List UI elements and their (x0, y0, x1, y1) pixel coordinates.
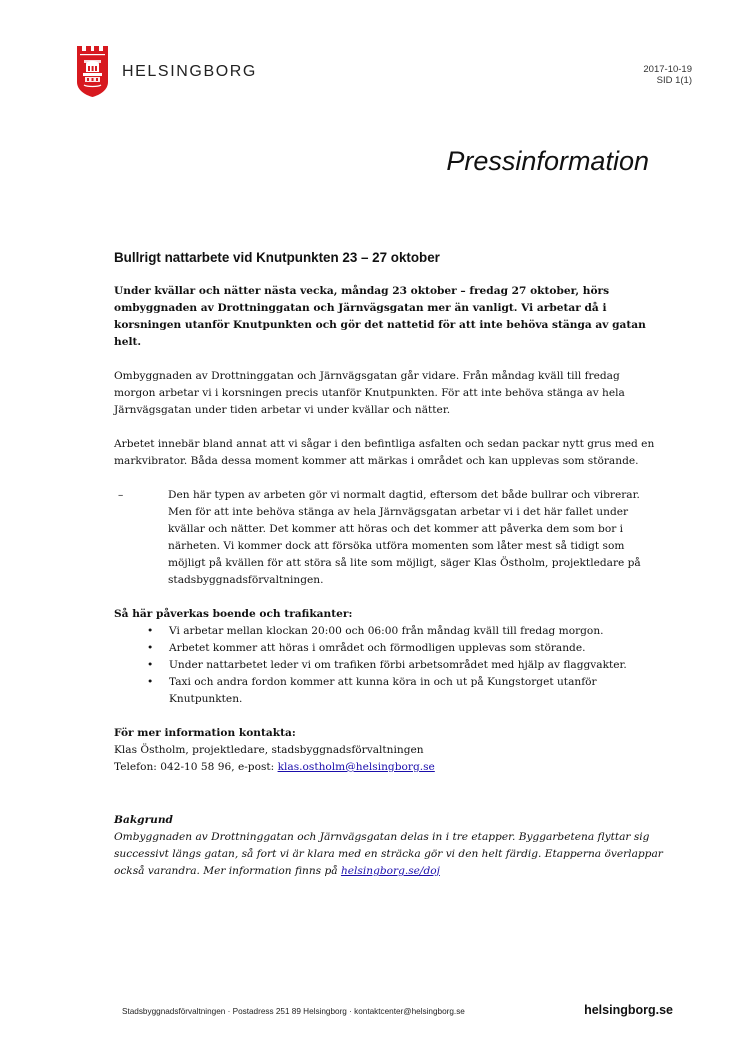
page-number: SID 1(1) (656, 75, 692, 86)
impact-list (114, 623, 664, 708)
document-date: 2017-10-19 (643, 64, 692, 75)
article-body (114, 249, 664, 880)
contact-phone: Telefon: 042-10 58 96, e-post: (114, 761, 278, 773)
list-item-text: Arbetet kommer att höras i området och förmodligen upplevas som störande. (169, 642, 586, 654)
footer-address: Stadsbyggnadsförvaltningen · Postadress 251 89 Helsingborg · kontaktcenter@helsingborg.se (122, 1007, 465, 1016)
list-item (114, 674, 664, 708)
list-item (114, 623, 664, 640)
document-meta (643, 64, 692, 86)
list-item-text: Taxi och andra fordon kommer att kunna köra in och ut på Kungstorget utanför Knutpunkten. (169, 676, 597, 705)
list-item (114, 657, 664, 674)
brand-name: HELSINGBORG (122, 63, 257, 80)
bullet-marker: • (147, 659, 154, 671)
bullet-marker: • (147, 676, 154, 688)
list-item-text: Vi arbetar mellan klockan 20:00 och 06:00 från måndag kväll till fredag morgon. (169, 625, 604, 637)
background-info-link[interactable]: helsingborg.se/doj (340, 865, 440, 877)
contact-email-link[interactable]: klas.ostholm@helsingborg.se (277, 761, 435, 773)
quote-text: Den här typen av arbeten gör vi normalt dagtid, eftersom det både bullrar och vibrerar. Men för att inte behöva stänga av hela Järnvägsgatan arbetar vi i det här fallet under kvällar och nätter. Det kommer att höras och det kommer att påverka dem som bor i närheten. Vi kommer dock att försöka utföra momenten som låter mest så tidigt som möjligt på kvällen för att störa så lite som möjligt, säger Klas Östholm, projektledare på stadsbyggnadsförvaltningen. (168, 489, 641, 586)
helsingborg-crest-logo (75, 44, 110, 98)
contact-name: Klas Östholm, projektledare, stadsbyggnadsförvaltningen (114, 744, 424, 756)
quote-dash-marker: – (118, 489, 124, 501)
list-item-text: Under nattarbetet leder vi om trafiken förbi arbetsområdet med hjälp av flaggvakter. (169, 659, 627, 671)
article-headline: Bullrigt nattarbete vid Knutpunkten 23 – 27 oktober (114, 250, 440, 265)
contact-heading: För mer information kontakta: (114, 727, 296, 739)
background-body: Ombyggnaden av Drottninggatan och Järnvägsgatan delas in i tre etapper. Byggarbetena flyttar sig successivt längs gatan, så fort vi är klara med en sträcka gör vi den helt färdig. Etapperna överlappar också varandra. Mer information finns på (114, 831, 663, 877)
article-paragraph-1: Ombyggnaden av Drottninggatan och Järnvägsgatan går vidare. Från måndag kväll till fredag morgon arbetar vi i korsningen precis utanför Knutpunkten. För att inte behöva stänga av hela Järnvägsgatan under tiden arbetar vi under kvällar och nätter. (114, 370, 625, 416)
background-heading: Bakgrund (114, 814, 173, 826)
article-paragraph-2: Arbetet innebär bland annat att vi sågar i den befintliga asfalten och sedan packar nytt grus med en markvibrator. Båda dessa moment kommer att märkas i området och kan upplevas som störande. (114, 438, 655, 467)
bullet-marker: • (147, 642, 154, 654)
article-quote (114, 487, 664, 589)
contact-phone-email (114, 759, 664, 776)
document-type-title: Pressinformation (446, 146, 649, 176)
footer-website: helsingborg.se (584, 1003, 673, 1017)
background-text (114, 829, 664, 880)
list-item (114, 640, 664, 657)
article-lead: Under kvällar och nätter nästa vecka, måndag 23 oktober – fredag 27 oktober, hörs ombyggnaden av Drottninggatan och Järnvägsgatan mer än vanligt. Vi arbetar då i korsningen utanför Knutpunkten och gör det nattetid för att inte behöva stänga av gatan helt. (114, 285, 646, 348)
bullet-marker: • (147, 625, 154, 637)
impact-heading: Så här påverkas boende och trafikanter: (114, 608, 353, 620)
